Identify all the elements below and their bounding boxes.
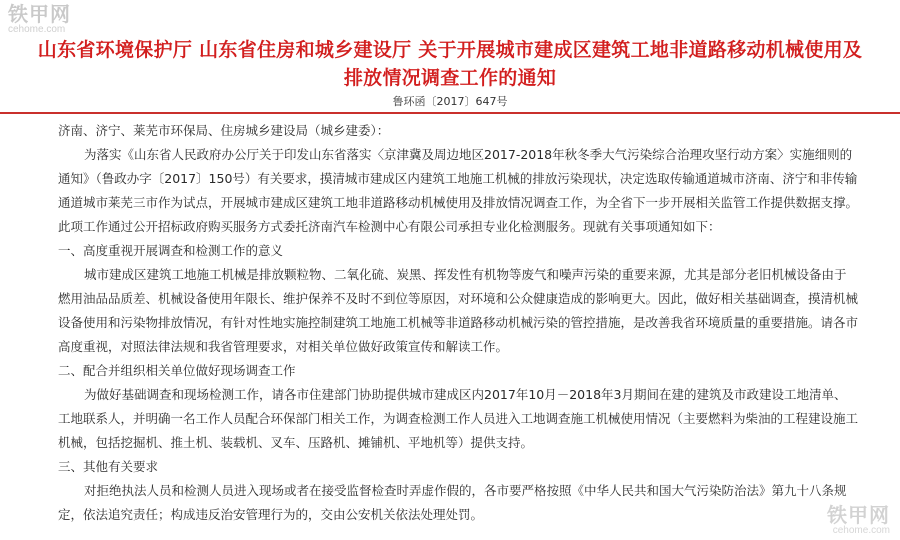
- title-line-1: 山东省环境保护厅 山东省住房和城乡建设厅 关于开展城市建成区建筑工地非道路移动机械使用及: [37, 39, 863, 61]
- document-body: [58, 119, 858, 527]
- watermark-logo-text: 铁甲网: [827, 503, 890, 527]
- watermark-domain: cehome.com: [832, 525, 890, 536]
- header-divider: [0, 112, 900, 114]
- recipients-line: 济南、济宁、莱芜市环保局、住房城乡建设局（城乡建委）：: [58, 123, 390, 138]
- document-title: [0, 36, 900, 92]
- watermark-bottom-right: [827, 505, 890, 536]
- section-3-heading: 三、其他有关要求: [58, 459, 159, 474]
- section-1-heading: 一、高度重视开展调查和检测工作的意义: [58, 243, 284, 258]
- document-number: 鲁环函〔2017〕647号: [392, 95, 508, 108]
- title-line-2: 排放情况调查工作的通知: [343, 67, 557, 89]
- section-2-text: 为做好基础调查和现场检测工作，请各市住建部门协助提供城市建成区内2017年10月－2018年3月期间在建的建筑及市政建设工地清单、工地联系人，并明确一名工作人员配合环保部门相关工作，为调查检测工作人员进入工地调查施工机械使用情况（主要燃料为柴油的工程建设施工机械，包括挖掘机、推土机、装载机、叉车、压路机、摊铺机、平地机等）提供支持。: [58, 387, 859, 450]
- watermark-top-left: [8, 4, 71, 35]
- watermark-domain: cehome.com: [8, 24, 66, 35]
- intro-paragraph: 为落实《山东省人民政府办公厅关于印发山东省落实〈京津冀及周边地区2017-2018年秋冬季大气污染综合治理攻坚行动方案〉实施细则的通知》（鲁政办字〔2017〕150号）有关要求，摸清城市建成区内建筑工地施工机械的排放污染现状，决定选取传输通道城市济南、济宁和非传输通道城市莱芜三市作为试点，开展城市建成区建筑工地非道路移动机械使用及排放情况调查工作，为全省下一步开展相关监管工作提供数据支撑。此项工作通过公开招标政府购买服务方式委托济南汽车检测中心有限公司承担专业化检测服务。现就有关事项通知如下：: [58, 147, 859, 234]
- watermark-logo-text: 铁甲网: [8, 2, 71, 26]
- section-2-heading: 二、配合并组织相关单位做好现场调查工作: [58, 363, 296, 378]
- section-1-text: 城市建成区建筑工地施工机械是排放颗粒物、二氧化硫、炭黑、挥发性有机物等废气和噪声污染的重要来源，尤其是部分老旧机械设备由于燃用油品品质差、机械设备使用年限长、维护保养不及时不到位等原因，对环境和公众健康造成的影响更大。因此，做好相关基础调查，摸清机械设备使用和污染物排放情况，有针对性地实施控制建筑工地施工机械等非道路移动机械污染的管控措施，是改善我省环境质量的重要措施。请各市高度重视，对照法律法规和我省管理要求，对相关单位做好政策宣传和解读工作。: [58, 267, 859, 354]
- section-3-text: 对拒绝执法人员和检测人员进入现场或者在接受监督检查时弄虚作假的，各市要严格按照《中华人民共和国大气污染防治法》第九十八条规定，依法追究责任；构成违反治安管理行为的，交由公安机关依法处理处罚。: [58, 483, 847, 522]
